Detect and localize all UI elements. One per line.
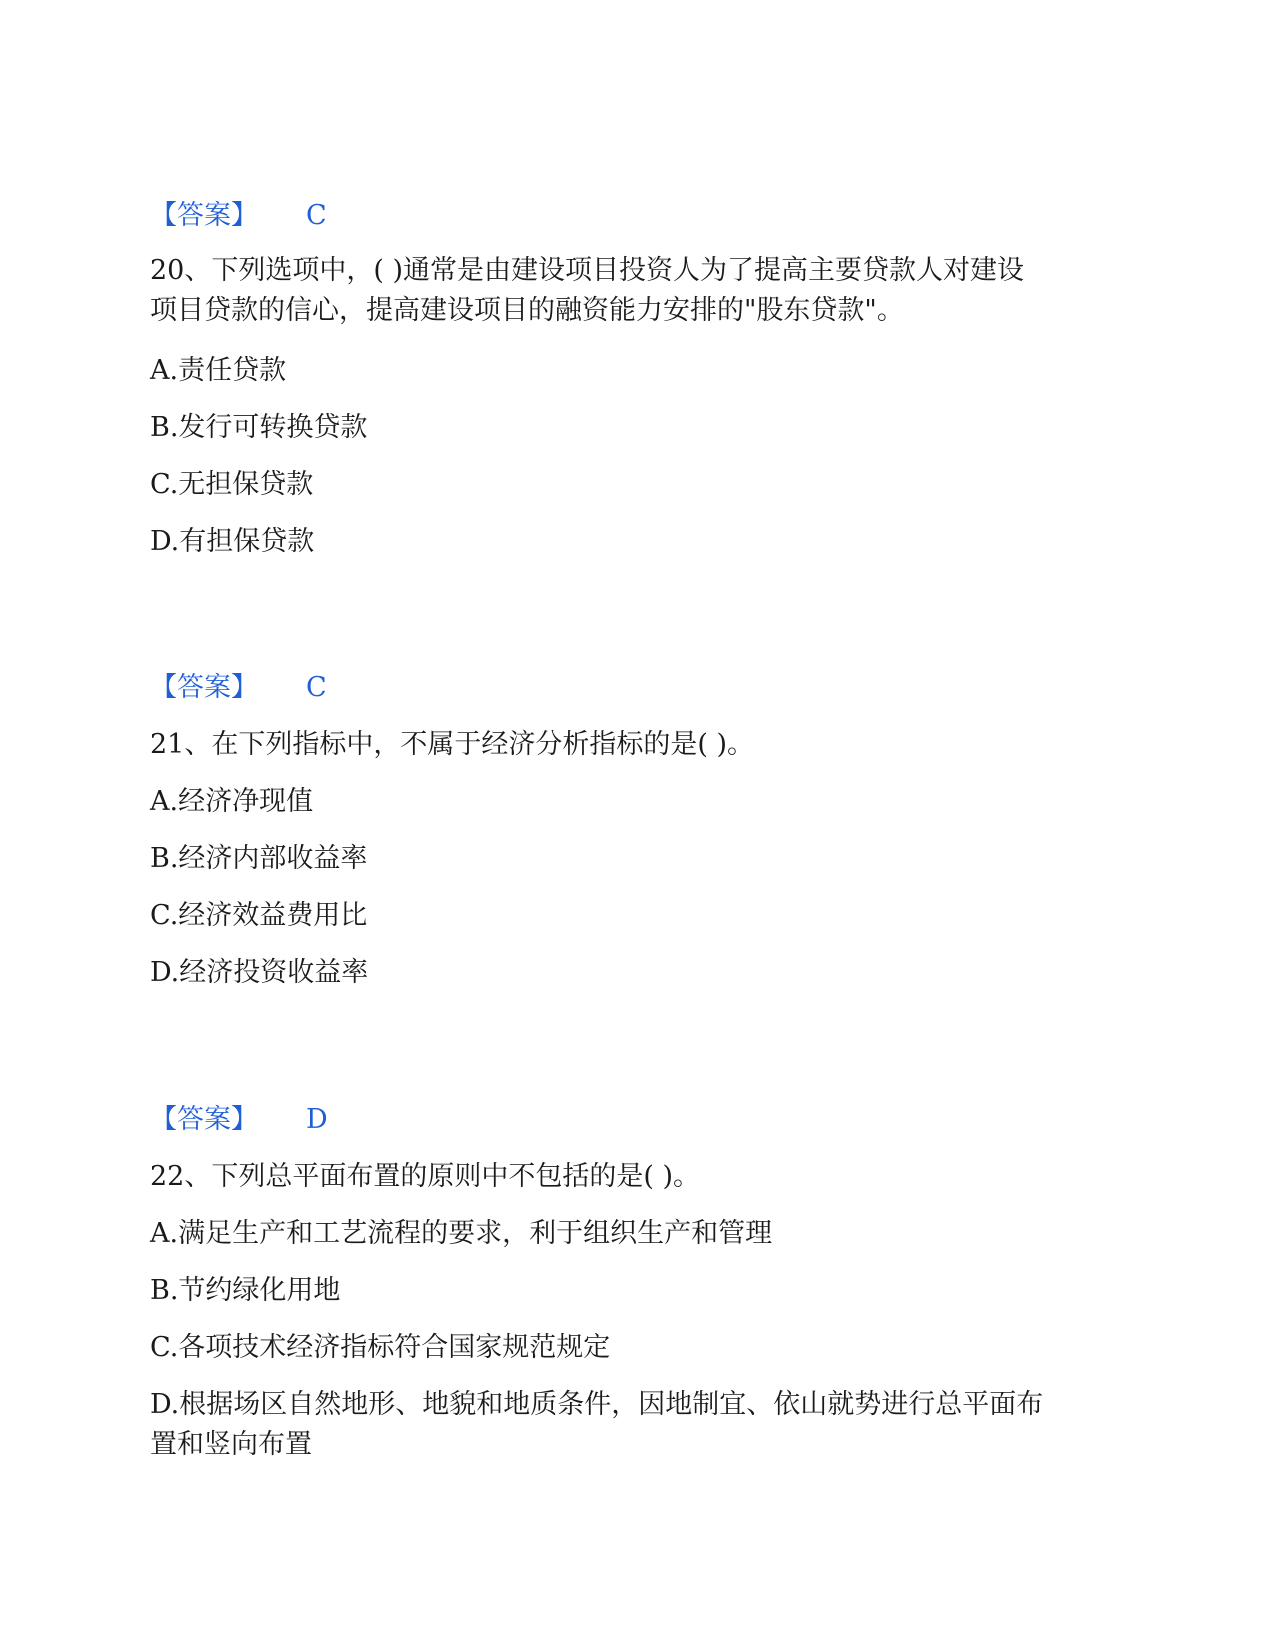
option-d: 置和竖向布置 — [150, 1429, 312, 1460]
answer-row — [150, 668, 450, 708]
answer-label: 【答案】 — [150, 200, 258, 231]
option-b: B.节约绿化用地 — [150, 1275, 341, 1306]
answer-value: C — [306, 200, 327, 231]
option-a: A.满足生产和工艺流程的要求，利于组织生产和管理 — [150, 1218, 773, 1249]
option-a: A.经济净现值 — [150, 786, 314, 817]
answer-label: 【答案】 — [150, 672, 258, 703]
answer-row — [150, 196, 450, 236]
option-d: D.根据场区自然地形、地貌和地质条件，因地制宜、依山就势进行总平面布 — [150, 1389, 1044, 1420]
answer-value: C — [306, 672, 327, 703]
option-b: B.发行可转换贷款 — [150, 412, 368, 443]
answer-value: D — [306, 1104, 328, 1135]
option-a: A.责任贷款 — [150, 355, 287, 386]
question-text: 22、下列总平面布置的原则中不包括的是( )。 — [150, 1161, 701, 1192]
question-text: 21、在下列指标中，不属于经济分析指标的是( )。 — [150, 729, 755, 760]
option-d: D.有担保贷款 — [150, 526, 315, 557]
answer-label: 【答案】 — [150, 1104, 258, 1135]
option-b: B.经济内部收益率 — [150, 843, 368, 874]
question-text: 项目贷款的信心，提高建设项目的融资能力安排的"股东贷款"。 — [150, 295, 904, 326]
option-d: D.经济投资收益率 — [150, 957, 369, 988]
answer-row — [150, 1100, 450, 1140]
option-c: C.无担保贷款 — [150, 469, 314, 500]
question-text: 20、下列选项中，( )通常是由建设项目投资人为了提高主要贷款人对建设 — [150, 255, 1025, 286]
option-c: C.各项技术经济指标符合国家规范规定 — [150, 1332, 611, 1363]
option-c: C.经济效益费用比 — [150, 900, 368, 931]
